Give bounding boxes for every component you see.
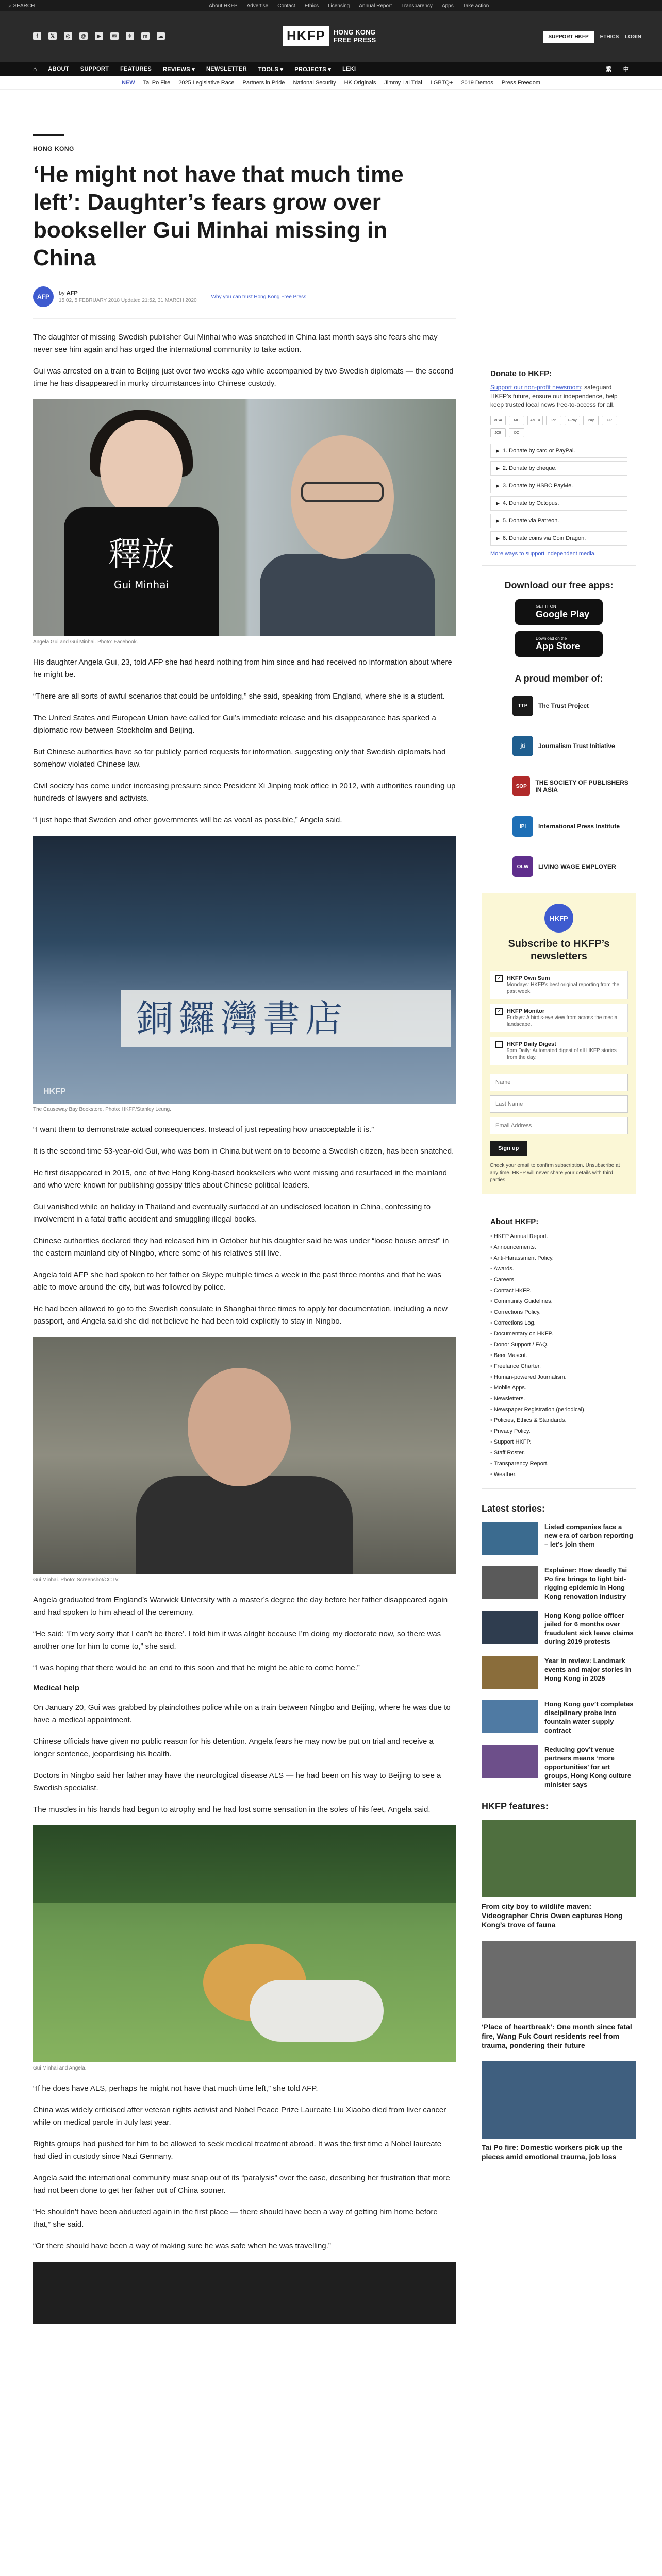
article-paragraph: He had been allowed to go to the Swedish consulate in Shanghai three times to apply for documentation, including a new passport, and Angela said she did not believe he had been told explicitly to stay in Ningbo. xyxy=(33,1304,448,1326)
nav-item-about[interactable]: ABOUT xyxy=(48,66,69,72)
figure-gui-minhai xyxy=(33,1337,456,1583)
figure-bookstore xyxy=(33,836,456,1112)
figure-bottom xyxy=(33,2262,456,2324)
sidebar xyxy=(482,361,636,2173)
article-paragraph: Angela told AFP she had spoken to her father on Skype multiple times a week in the past three months and that he was able to move around the city, but was followed by police. xyxy=(33,1270,441,1292)
trust-link[interactable]: Why you can trust Hong Kong Free Press xyxy=(211,294,307,300)
story-thumbnail[interactable] xyxy=(482,1522,538,1555)
section-tag[interactable]: HONG KONG xyxy=(33,145,74,152)
article-paragraph: “If he does have ALS, perhaps he might not have that much time left,” she told AFP. xyxy=(33,2084,318,2093)
feature-story[interactable] xyxy=(482,1941,636,2050)
nav-home-icon[interactable]: ⌂ xyxy=(33,65,37,73)
article-paragraph: He first disappeared in 2015, one of five Hong Kong-based booksellers who went missing and resurfaced in the mainland and who were known for publishing gossipy titles about Chinese political leaders. xyxy=(33,1168,447,1190)
latest-title: Latest stories: xyxy=(482,1503,545,1514)
ethics-link[interactable]: ETHICS xyxy=(600,34,619,40)
member-logo: TTP xyxy=(512,696,533,716)
store-big-text: App Store xyxy=(536,641,581,651)
nav-item-tools[interactable]: TOOLS ▾ xyxy=(258,66,284,73)
story-title[interactable]: Reducing gov’t venue partners means ‘more opportunities’ for art groups, Hong Kong culture minister says xyxy=(544,1745,632,1788)
new-badge: NEW xyxy=(122,79,135,86)
logo-wordmark xyxy=(334,28,376,44)
payment-card-icon: Pay xyxy=(583,416,599,425)
payment-card-icon: GPay xyxy=(565,416,580,425)
search-label: SEARCH xyxy=(13,3,35,9)
about-link[interactable]: • Mobile Apps. xyxy=(490,1383,627,1394)
payment-cards xyxy=(490,416,627,437)
member-logo: IPI xyxy=(512,816,533,837)
shirt-text: 釋放 xyxy=(108,536,174,574)
checkbox[interactable]: ✓ xyxy=(495,975,503,982)
photo-bottom xyxy=(33,2262,456,2324)
article-paragraph: Chinese authorities declared they had released him in October but his daughter said he was under “loose house arrest” in the eastern mainland city of Ningbo, where some of his relatives still live. xyxy=(33,1236,449,1258)
feature-title[interactable]: Tai Po fire: Domestic workers pick up the pieces amid emotional trauma, job loss xyxy=(482,2143,623,2161)
nav-lang-trad[interactable]: 繁 xyxy=(606,66,612,73)
feature-title[interactable]: From city boy to wildlife maven: Videographer Chris Owen captures Hong Kong’s trove of fauna xyxy=(482,1902,623,1929)
article-paragraph: “There are all sorts of awful scenarios that could be unfolding,” she said, speaking from England, where she is a student. xyxy=(33,692,445,701)
photo-gui-minhai xyxy=(33,1337,456,1574)
article-paragraph: “I want them to demonstrate actual consequences. Instead of just repeating how unacceptable it is.” xyxy=(33,1125,374,1134)
byline xyxy=(33,286,456,319)
feature-title[interactable]: ‘Place of heartbreak’: One month since fatal fire, Wang Fuk Court residents reel from trauma, pondering their future xyxy=(482,2023,632,2049)
donate-intro-text: : safeguard HKFP’s future, ensure our independence, help keep trusted local news free-to-access for all. xyxy=(490,384,618,409)
about-title: About HKFP: xyxy=(490,1217,539,1226)
about-link[interactable]: • Announcements. xyxy=(490,1242,627,1253)
article-paragraph: “He said: ‘I’m very sorry that I can’t be there’. I told him it was alright because I’m doing my doctorate now, so there was another one for him to come to,” she said. xyxy=(33,1630,441,1651)
google-play-badge[interactable] xyxy=(515,599,603,625)
donate-intro-link[interactable]: Support our non-profit newsroom xyxy=(490,384,581,391)
mastodon-icon[interactable]: m xyxy=(141,32,150,40)
member-name: LIVING WAGE EMPLOYER xyxy=(538,863,616,870)
newsletter-option[interactable] xyxy=(490,1037,628,1065)
payment-card-icon: VISA xyxy=(490,416,506,425)
about-list xyxy=(490,1231,627,1480)
first-name-input[interactable] xyxy=(490,1074,628,1091)
story-title[interactable]: Listed companies face a new era of carbon reporting – let’s join them xyxy=(544,1523,633,1548)
login-link[interactable]: LOGIN xyxy=(625,34,641,40)
figure-gui-and-angela xyxy=(33,1825,456,2071)
photo-shape xyxy=(100,420,183,518)
logo-line-2: FREE PRESS xyxy=(333,36,376,44)
article-paragraph: The muscles in his hands had begun to atrophy and he had lost some sensation in the soles of his feet, Angela said. xyxy=(33,1805,431,1814)
figure-caption: Gui Minhai and Angela. xyxy=(33,2065,87,2071)
chevron-right-icon: ▶ xyxy=(496,448,500,453)
feature-image[interactable] xyxy=(482,2061,636,2139)
site-logo[interactable] xyxy=(283,26,376,46)
instagram-icon[interactable]: ◎ xyxy=(64,32,72,40)
article-paragraph: Civil society has come under increasing pressure since President Xi Jinping took office in 2012, with authorities rounding up hundreds of lawyers and activists. xyxy=(33,782,456,803)
chevron-right-icon: ▶ xyxy=(496,483,500,488)
about-link[interactable]: • Documentary on HKFP. xyxy=(490,1329,627,1340)
chevron-right-icon: ▶ xyxy=(496,518,500,523)
utility-link[interactable]: Take action xyxy=(462,3,489,9)
payment-card-icon: AMEX xyxy=(527,416,543,425)
about-link[interactable]: • Contact HKFP. xyxy=(490,1285,627,1296)
member-name: International Press Institute xyxy=(538,823,620,830)
article-paragraph: Gui was arrested on a train to Beijing just over two weeks ago while accompanied by two Swedish diplomats — the second time he has disappeared in murky circumstances into Chinese custody. xyxy=(33,367,454,388)
about-link[interactable]: • Weather. xyxy=(490,1469,627,1480)
latest-story[interactable] xyxy=(482,1700,636,1735)
article-paragraph: The daughter of missing Swedish publisher Gui Minhai who was snatched in China last month says she fears she may never see him again and has urged the international community to take action. xyxy=(33,333,438,354)
logo-mark: HKFP xyxy=(283,26,329,46)
trending-link[interactable]: Tai Po Fire xyxy=(143,79,171,86)
story-thumbnail[interactable] xyxy=(482,1700,538,1733)
byline-prefix: by xyxy=(59,290,65,296)
nav-item-features[interactable]: FEATURES xyxy=(120,66,152,72)
figure-caption: Gui Minhai. Photo: Screenshot/CCTV. xyxy=(33,1577,120,1583)
latest-story[interactable] xyxy=(482,1611,636,1646)
newsletter-option[interactable] xyxy=(490,1004,628,1032)
about-link[interactable]: • Policies, Ethics & Standards. xyxy=(490,1415,627,1426)
members-title: A proud member of: xyxy=(515,673,603,684)
author-avatar[interactable]: AFP xyxy=(33,286,54,307)
photo-shape xyxy=(33,1825,456,1903)
newsletter-option-desc: Fridays: A bird’s-eye view from across the media landscape. xyxy=(507,1015,618,1027)
photo-shape xyxy=(136,1476,353,1574)
photo-shape xyxy=(260,554,435,636)
checkbox[interactable]: ✓ xyxy=(495,1008,503,1015)
newsletter-option-text xyxy=(507,1008,622,1028)
payment-card-icon: UP xyxy=(602,416,617,425)
chevron-right-icon: ▶ xyxy=(496,535,500,541)
threads-icon[interactable]: @ xyxy=(79,32,88,40)
logo-line-1: HONG KONG xyxy=(333,28,376,36)
story-title[interactable]: Hong Kong gov’t completes disciplinary probe into fountain water supply contract xyxy=(544,1700,634,1734)
members-list xyxy=(482,692,636,880)
photo-watermark: HKFP xyxy=(43,1087,66,1096)
member-org[interactable] xyxy=(512,813,636,840)
newsletter-logo: HKFP xyxy=(544,904,573,933)
utility-link[interactable]: Advertise xyxy=(246,3,269,9)
bookstore-sign: 銅鑼灣書店 xyxy=(121,990,451,1047)
donate-option-label: 6. Donate coins via Coin Dragon. xyxy=(502,535,586,541)
author-name[interactable]: AFP xyxy=(66,290,78,296)
about-link[interactable]: • Support HKFP. xyxy=(490,1437,627,1448)
chevron-right-icon: ▶ xyxy=(496,500,500,506)
about-link[interactable]: • Careers. xyxy=(490,1275,627,1285)
article-headline: ‘He might not have that much time left’: Daughter’s fears grow over bookseller Gui Minhai missing in China xyxy=(33,162,404,270)
newsletter-box xyxy=(482,893,636,1194)
article-paragraph: Angela graduated from England’s Warwick University with a master’s degree the day before her father disappeared again and had spoken to him ahead of the ceremony. xyxy=(33,1596,448,1617)
about-link[interactable]: • Privacy Policy. xyxy=(490,1426,627,1437)
about-link[interactable]: • Donor Support / FAQ. xyxy=(490,1340,627,1350)
newsletter-option-desc: 9pm Daily: Automated digest of all HKFP stories from the day. xyxy=(507,1048,617,1060)
hkfp-features xyxy=(482,1801,636,2161)
features-list xyxy=(482,1820,636,2161)
article-paragraph: “I just hope that Sweden and other governments will be as vocal as possible,” Angela said. xyxy=(33,816,342,824)
more-ways-link[interactable]: More ways to support independent media. xyxy=(490,551,596,557)
utility-link[interactable]: Licensing xyxy=(327,3,350,9)
latest-stories xyxy=(482,1503,636,1789)
member-logo: SOP xyxy=(512,776,530,796)
article-subheading: Medical help xyxy=(33,1684,80,1692)
story-thumbnail[interactable] xyxy=(482,1566,538,1599)
latest-story[interactable] xyxy=(482,1566,636,1601)
newsletter-option-text xyxy=(507,975,622,995)
section-rule xyxy=(33,134,64,136)
story-title[interactable]: Year in review: Landmark events and major stories in Hong Kong in 2025 xyxy=(544,1657,632,1682)
last-name-input[interactable] xyxy=(490,1095,628,1113)
telegram-icon[interactable]: ✈ xyxy=(126,32,134,40)
about-link[interactable]: • Community Guidelines. xyxy=(490,1296,627,1307)
article xyxy=(33,134,456,2335)
utility-link[interactable]: Contact xyxy=(277,3,295,9)
donate-option-label: 1. Donate by card or PayPal. xyxy=(502,448,575,454)
latest-story[interactable] xyxy=(482,1522,636,1555)
social-links xyxy=(33,32,165,40)
latest-story[interactable] xyxy=(482,1745,636,1789)
about-link[interactable]: • Corrections Policy. xyxy=(490,1307,627,1318)
article-paragraph: China was widely criticised after veteran rights activist and Nobel Peace Prize Laureate Liu Xiaobo died from liver cancer while on medical parole in July last year. xyxy=(33,2106,446,2127)
nav-item-newsletter[interactable]: NEWSLETTER xyxy=(206,66,247,72)
about-link[interactable]: • Staff Roster. xyxy=(490,1448,627,1459)
apps-title: Download our free apps: xyxy=(504,580,614,590)
story-thumbnail[interactable] xyxy=(482,1745,538,1778)
features-title: HKFP features: xyxy=(482,1801,549,1811)
donate-option-label: 4. Donate by Octopus. xyxy=(502,500,559,506)
article-paragraph: Chinese officials have given no public reason for his detention. Angela fears he may now be put on trial and receive a longer sentence, jeopardising his health. xyxy=(33,1737,434,1758)
support-hkfp-button[interactable]: SUPPORT HKFP xyxy=(543,31,593,43)
trending-bar xyxy=(0,76,662,90)
newsletter-option-text xyxy=(507,1041,622,1061)
figure-caption: Angela Gui and Gui Minhai. Photo: Facebook. xyxy=(33,639,138,645)
search-toggle[interactable] xyxy=(8,3,35,9)
article-paragraph: Angela said the international community must snap out of its “paralysis” over the case, describing her frustration that more had not been done to get her father out of China sooner. xyxy=(33,2174,450,2195)
donate-box xyxy=(482,361,636,566)
feature-story[interactable] xyxy=(482,2061,636,2161)
story-title[interactable]: Hong Kong police officer jailed for 6 months over fraudulent sick leave claims during 2019 protests xyxy=(544,1612,634,1646)
store-big-text: Google Play xyxy=(536,609,590,619)
twitter-icon[interactable]: 𝕏 xyxy=(48,32,57,40)
trending-link[interactable]: 2019 Demos xyxy=(461,79,493,86)
donate-option[interactable] xyxy=(490,496,627,511)
trending-link[interactable]: Jimmy Lai Trial xyxy=(384,79,422,86)
member-name: Journalism Trust Initiative xyxy=(538,742,615,750)
header-actions xyxy=(543,31,641,43)
photo-shape xyxy=(301,482,384,502)
store-small-text: GET IT ON xyxy=(536,604,556,609)
latest-list xyxy=(482,1522,636,1789)
utility-link[interactable]: Annual Report xyxy=(359,3,392,9)
utility-link[interactable]: Ethics xyxy=(304,3,319,9)
trending-link[interactable]: National Security xyxy=(293,79,336,86)
about-link[interactable]: • Freelance Charter. xyxy=(490,1361,627,1372)
chevron-right-icon: ▶ xyxy=(496,465,500,471)
main-nav xyxy=(0,62,662,76)
newsletter-option[interactable] xyxy=(490,971,628,999)
photo-shape xyxy=(188,1368,291,1486)
payment-card-icon: JCB xyxy=(490,428,506,437)
about-link[interactable]: • Anti-Harassment Policy. xyxy=(490,1253,627,1264)
payment-card-icon: MC xyxy=(509,416,524,425)
signup-button[interactable]: Sign up xyxy=(490,1141,527,1156)
latest-story[interactable] xyxy=(482,1656,636,1689)
figure-caption: The Causeway Bay Bookstore. Photo: HKFP/Stanley Leung. xyxy=(33,1107,171,1112)
trending-link[interactable]: LGBTQ+ xyxy=(430,79,453,86)
article-paragraph: His daughter Angela Gui, 23, told AFP she had heard nothing from him since and had received no information about where he might be. xyxy=(33,658,452,679)
store-small-text: Download on the xyxy=(536,636,567,641)
top-utility-bar xyxy=(0,0,662,11)
trending-link[interactable]: HK Originals xyxy=(344,79,376,86)
email-icon[interactable]: ✉ xyxy=(110,32,119,40)
article-paragraph: “Or there should have been a way of making sure he was safe when he was travelling.” xyxy=(33,2242,331,2250)
member-org[interactable] xyxy=(512,733,636,759)
nav-lang-simp[interactable]: 中 xyxy=(623,66,629,73)
payment-card-icon: PP xyxy=(546,416,561,425)
newsletter-note: Check your email to confirm subscription. Unsubscribe at any time. HKFP will never share your details with third parties. xyxy=(490,1163,620,1183)
donate-option[interactable] xyxy=(490,461,627,476)
photo-shirt-text xyxy=(64,507,219,636)
about-link[interactable]: • Corrections Log. xyxy=(490,1318,627,1329)
shirt-subtext: Gui Minhai xyxy=(113,579,169,591)
newsletter-option-desc: Mondays: HKFP’s best original reporting from the past week. xyxy=(507,982,620,994)
photo-bookstore xyxy=(33,836,456,1104)
about-link[interactable]: • Newsletters. xyxy=(490,1394,627,1404)
donate-option[interactable] xyxy=(490,479,627,493)
member-org[interactable] xyxy=(512,692,636,719)
newsletter-option-title: HKFP Daily Digest xyxy=(507,1041,556,1047)
nav-item-projects[interactable]: PROJECTS ▾ xyxy=(294,66,332,73)
donate-title: Donate to HKFP: xyxy=(490,369,552,378)
member-name: The Trust Project xyxy=(538,702,589,709)
bluesky-icon[interactable]: ☁ xyxy=(157,32,165,40)
member-logo: OLW xyxy=(512,856,533,877)
member-org[interactable] xyxy=(512,853,636,880)
article-paragraph: Gui vanished while on holiday in Thailand and eventually surfaced at an undisclosed location in China, confessing to involvement in a fatal traffic accident and smuggling illegal books. xyxy=(33,1202,431,1224)
byline-author xyxy=(59,290,197,296)
story-title[interactable]: Explainer: How deadly Tai Po fire brings to light bid-rigging epidemic in Hong Kong renovation industry xyxy=(544,1566,627,1600)
about-link[interactable]: • HKFP Annual Report. xyxy=(490,1231,627,1242)
photo-angela-and-gui xyxy=(33,399,456,636)
donate-option[interactable] xyxy=(490,514,627,528)
app-store-badge[interactable] xyxy=(515,631,603,657)
byline-text xyxy=(59,290,197,303)
youtube-icon[interactable]: ▶ xyxy=(95,32,103,40)
member-name: THE SOCIETY OF PUBLISHERS IN ASIA xyxy=(535,779,628,793)
nav-item-leki[interactable]: LEKI xyxy=(342,66,356,72)
trending-link[interactable]: Partners in Pride xyxy=(242,79,285,86)
feature-story[interactable] xyxy=(482,1820,636,1929)
article-paragraph: The United States and European Union have called for Gui’s immediate release and his disappearance has sparked a diplomatic row between Stockholm and Beijing. xyxy=(33,714,436,735)
donate-option-label: 2. Donate by cheque. xyxy=(502,465,557,471)
figure-angela-gui xyxy=(33,399,456,645)
article-paragraph: On January 20, Gui was grabbed by plainclothes police while on a train between Ningbo and Beijing, where he was due to have a medical appointment. xyxy=(33,1703,451,1724)
nav-item-support[interactable]: SUPPORT xyxy=(80,66,109,72)
member-org[interactable] xyxy=(512,773,636,800)
member-logo: jti xyxy=(512,736,533,756)
donate-option-label: 5. Donate via Patreon. xyxy=(502,518,559,524)
newsletter-option-title: HKFP Own Sum xyxy=(507,975,550,981)
photo-shape xyxy=(250,1980,384,2042)
feature-image[interactable] xyxy=(482,1820,636,1897)
utility-links xyxy=(44,3,654,9)
donate-option[interactable] xyxy=(490,531,627,546)
article-paragraph: Doctors in Ningbo said her father may have the neurological disease ALS — he had been on his way to Beijing to see a Swedish specialist. xyxy=(33,1771,441,1792)
site-header xyxy=(0,11,662,62)
trending-link[interactable]: 2025 Legislative Race xyxy=(178,79,235,86)
donate-intro xyxy=(490,383,627,410)
about-link[interactable]: • Newspaper Registration (periodical). xyxy=(490,1404,627,1415)
about-box xyxy=(482,1209,636,1489)
article-paragraph: “He shouldn’t have been abducted again in the first place — there should have been a way of getting him home before that,” she said. xyxy=(33,2208,438,2229)
email-input[interactable] xyxy=(490,1117,628,1134)
article-paragraph: “I was hoping that there would be an end to this soon and that he might be able to come home.” xyxy=(33,1664,360,1672)
about-link[interactable]: • Awards. xyxy=(490,1264,627,1275)
newsletter-option-title: HKFP Monitor xyxy=(507,1008,545,1014)
about-link[interactable]: • Beer Mascot. xyxy=(490,1350,627,1361)
search-icon: ⌕ xyxy=(8,3,11,9)
about-link[interactable]: • Transparency Report. xyxy=(490,1459,627,1469)
article-paragraph: Rights groups had pushed for him to be allowed to seek medical treatment abroad. It was the first time a Nobel laureate had died in custody since Nazi Germany. xyxy=(33,2140,442,2161)
story-thumbnail[interactable] xyxy=(482,1611,538,1644)
article-dates: 15:02, 5 FEBRUARY 2018 Updated 21:52, 31 MARCH 2020 xyxy=(59,298,197,303)
article-paragraph: But Chinese authorities have so far publicly parried requests for information, suggesting only that Swedish diplomats had somehow violated Chinese law. xyxy=(33,748,446,769)
trending-link[interactable]: Press Freedom xyxy=(501,79,540,86)
nav-item-reviews[interactable]: REVIEWS ▾ xyxy=(163,66,195,73)
payment-card-icon: DC xyxy=(509,428,524,437)
newsletter-title: Subscribe to HKFP’s newsletters xyxy=(508,938,610,962)
story-thumbnail[interactable] xyxy=(482,1656,538,1689)
utility-link[interactable]: About HKFP xyxy=(208,3,238,9)
utility-link[interactable]: Apps xyxy=(441,3,454,9)
photo-gui-and-angela xyxy=(33,1825,456,2062)
article-paragraph: It is the second time 53-year-old Gui, who was born in China but went on to become a Swedish citizen, has been snatched. xyxy=(33,1147,454,1156)
feature-image[interactable] xyxy=(482,1941,636,2018)
utility-link[interactable]: Transparency xyxy=(401,3,433,9)
donate-option[interactable] xyxy=(490,444,627,458)
facebook-icon[interactable]: f xyxy=(33,32,41,40)
about-link[interactable]: • Human-powered Journalism. xyxy=(490,1372,627,1383)
checkbox[interactable] xyxy=(495,1041,503,1048)
donate-option-label: 3. Donate by HSBC PayMe. xyxy=(502,483,573,489)
